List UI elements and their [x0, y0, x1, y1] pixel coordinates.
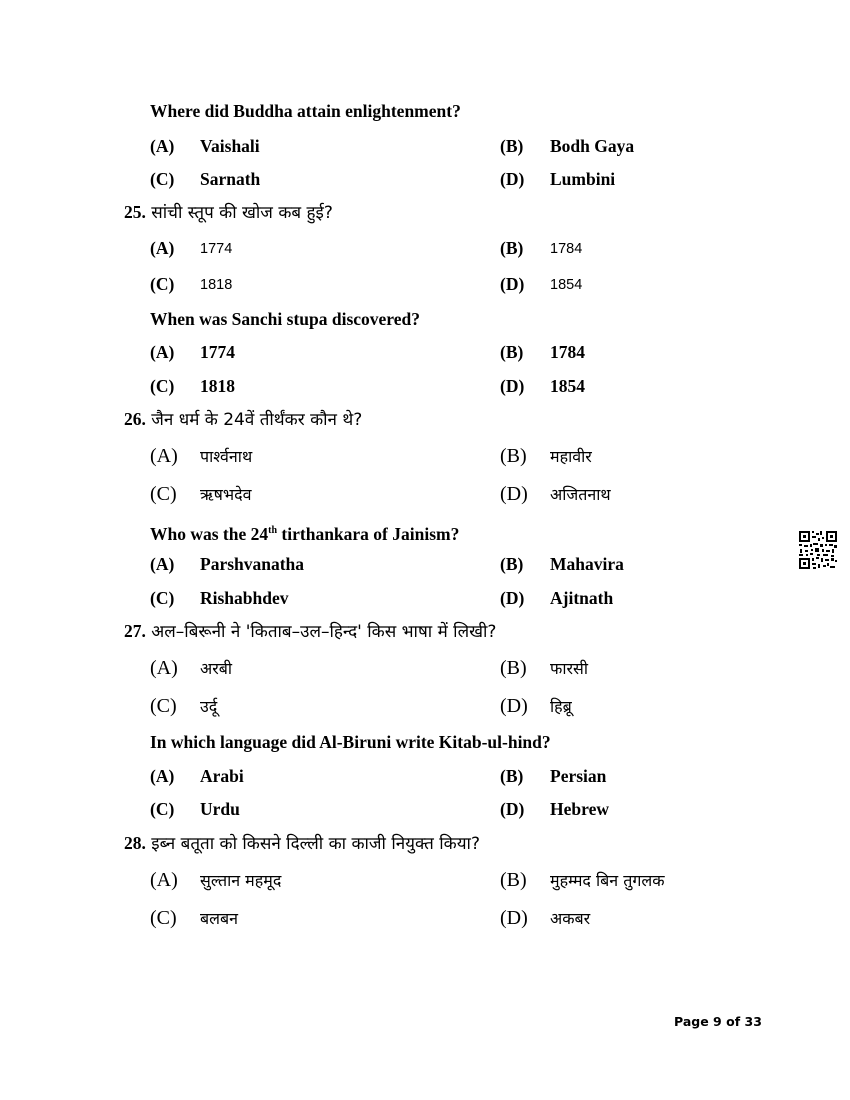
q25-option-d: 1854 [550, 376, 585, 396]
page-current: 9 [713, 1014, 722, 1029]
question-26-hi [124, 408, 362, 431]
question-text-pre: Who was the 24 [150, 523, 269, 544]
q27-option-hi-a: अरबी [200, 659, 233, 678]
q27-option-hi-b: फारसी [550, 659, 588, 678]
option-label-d: (D) [500, 274, 525, 294]
question-number: 26. [124, 409, 146, 429]
q25-option-hi-b: 1784 [550, 241, 583, 257]
q27-option-hi-c: उर्दू [200, 697, 218, 716]
q26-option-hi-d: अजितनाथ [550, 485, 611, 504]
option-label-b: (B) [500, 869, 527, 891]
q27-option-c: Urdu [200, 799, 240, 819]
q24-option-c: Sarnath [200, 169, 261, 189]
q25-option-hi-a: 1774 [200, 241, 233, 257]
question-28-hi [124, 832, 480, 855]
q24-option-b: Bodh Gaya [550, 136, 635, 156]
option-label-b: (B) [500, 445, 527, 467]
q28-option-hi-a: सुल्तान महमूद [200, 871, 282, 890]
q26-option-hi-b: महावीर [550, 447, 592, 466]
option-label-d: (D) [500, 695, 528, 717]
question-text: सांची स्तूप की खोज कब हुई? [151, 203, 333, 223]
q25-option-c: 1818 [200, 376, 235, 396]
question-25-en: When was Sanchi stupa discovered? [150, 309, 421, 329]
option-label-d: (D) [500, 588, 525, 608]
q24-option-d: Lumbini [550, 169, 616, 189]
option-label-d: (D) [500, 483, 528, 505]
option-label-b: (B) [500, 554, 524, 574]
page-label: Page [674, 1014, 709, 1029]
q24-option-a: Vaishali [200, 136, 260, 156]
q25-option-a: 1774 [200, 342, 235, 362]
option-label-c: (C) [150, 483, 177, 505]
option-label-b: (B) [500, 657, 527, 679]
q28-option-hi-b: मुहम्मद बिन तुगलक [550, 871, 665, 890]
q26-option-a: Parshvanatha [200, 554, 305, 574]
option-label-a: (A) [150, 342, 175, 362]
q27-option-d: Hebrew [550, 799, 609, 819]
q28-option-hi-c: बलबन [200, 909, 239, 928]
q27-option-b: Persian [550, 766, 607, 786]
question-text-post: tirthankara of Jainism? [277, 523, 460, 544]
option-label-b: (B) [500, 136, 524, 156]
ordinal-suffix: th [268, 525, 278, 536]
option-label-c: (C) [150, 799, 175, 819]
option-label-d: (D) [500, 799, 525, 819]
option-label-b: (B) [500, 238, 524, 258]
option-label-a: (A) [150, 238, 175, 258]
option-label-c: (C) [150, 376, 175, 396]
question-24-en: Where did Buddha attain enlightenment? [150, 101, 461, 121]
option-label-a: (A) [150, 657, 178, 679]
qr-code-icon [798, 530, 838, 570]
q26-option-c: Rishabhdev [200, 588, 289, 608]
option-label-a: (A) [150, 869, 178, 891]
question-27-en: In which language did Al-Biruni write Kitab-ul-hind? [150, 732, 551, 752]
q27-option-hi-d: हिब्रू [550, 697, 572, 716]
question-text: अल–बिरूनी ने 'किताब–उल–हिन्द' किस भाषा में लिखी? [151, 622, 497, 642]
option-label-d: (D) [500, 376, 525, 396]
option-label-a: (A) [150, 554, 175, 574]
option-label-c: (C) [150, 907, 177, 929]
question-25-hi [124, 201, 333, 224]
option-label-a: (A) [150, 136, 175, 156]
page-number [674, 1014, 762, 1029]
option-label-b: (B) [500, 766, 524, 786]
option-label-b: (B) [500, 342, 524, 362]
question-number: 25. [124, 202, 146, 222]
option-label-d: (D) [500, 907, 528, 929]
q28-option-hi-d: अकबर [550, 909, 591, 928]
option-label-c: (C) [150, 169, 175, 189]
q26-option-hi-a: पार्श्वनाथ [200, 447, 253, 466]
page-of: of [726, 1014, 741, 1029]
q27-option-a: Arabi [200, 766, 244, 786]
q25-option-hi-d: 1854 [550, 277, 583, 293]
question-27-hi [124, 620, 496, 643]
question-number: 28. [124, 833, 146, 853]
q26-option-d: Ajitnath [550, 588, 614, 608]
question-text: जैन धर्म के 24वें तीर्थंकर कौन थे? [151, 410, 363, 430]
q25-option-hi-c: 1818 [200, 277, 233, 293]
option-label-a: (A) [150, 445, 178, 467]
option-label-a: (A) [150, 766, 175, 786]
q26-option-hi-c: ऋषभदेव [200, 485, 252, 504]
question-26-en [150, 520, 459, 545]
option-label-c: (C) [150, 695, 177, 717]
q25-option-b: 1784 [550, 342, 585, 362]
option-label-c: (C) [150, 274, 175, 294]
option-label-d: (D) [500, 169, 525, 189]
q26-option-b: Mahavira [550, 554, 624, 574]
question-text: इब्न बतूता को किसने दिल्ली का काजी नियुक्त किया? [151, 834, 480, 854]
page-total: 33 [744, 1014, 762, 1029]
option-label-c: (C) [150, 588, 175, 608]
question-number: 27. [124, 621, 146, 641]
